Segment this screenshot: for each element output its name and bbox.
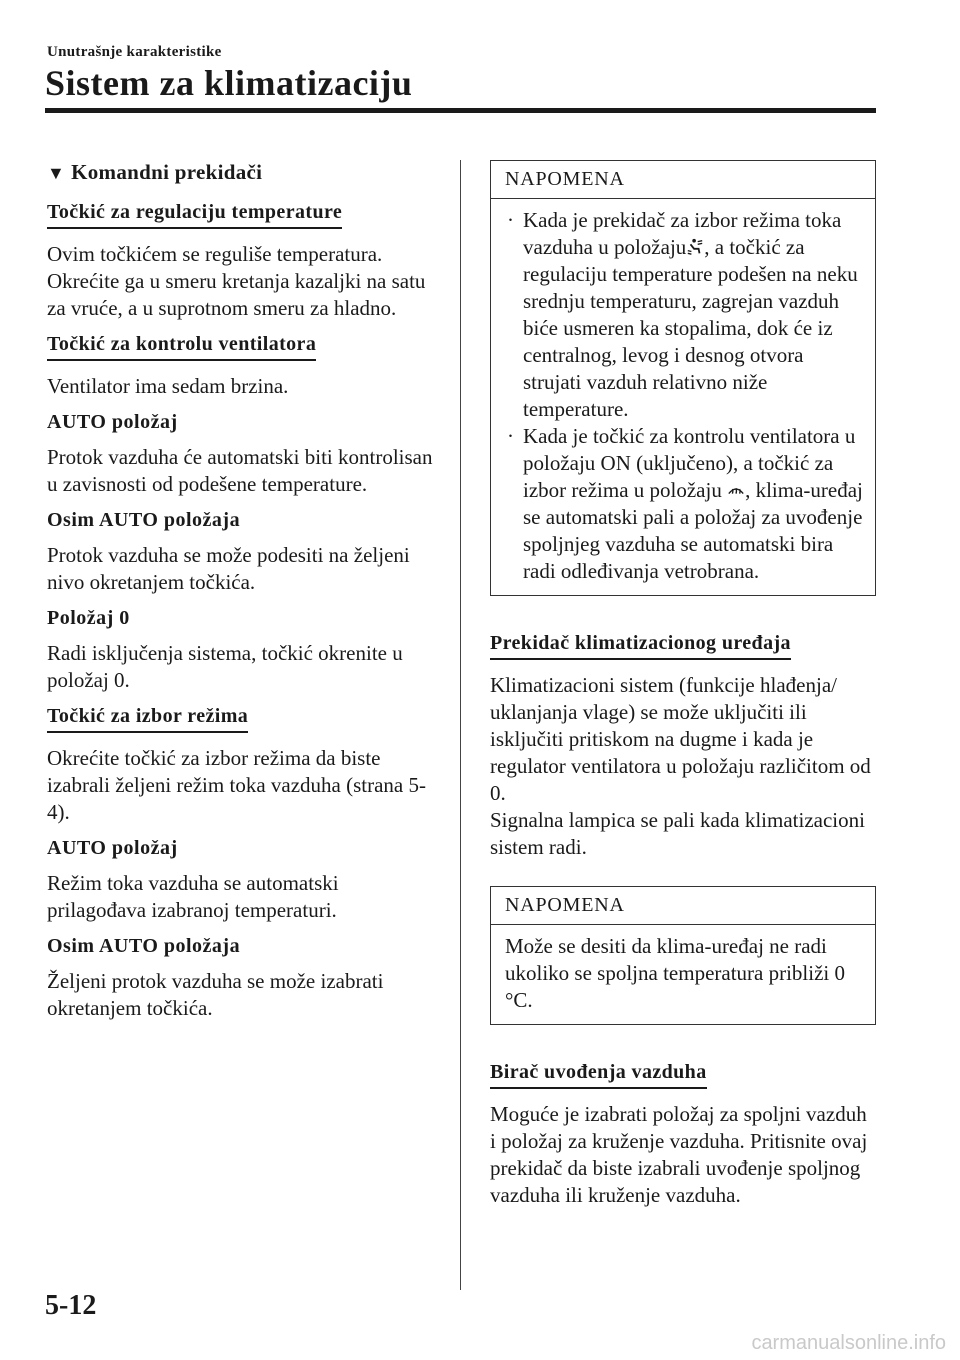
mode-auto-text: Režim toka vazduha se automatski prilagođava izabranoj temperaturi. [47, 871, 339, 922]
note-heading: NAPOMENA [491, 161, 875, 199]
note-text: Može se desiti da klima-uređaj ne radi ukoliko se spoljna temperatura približi 0 °C. [505, 934, 845, 1012]
left-column [47, 160, 439, 1033]
fan-zero-text: Radi isključenja sistema, točkić okrenite u položaj 0. [47, 641, 403, 692]
intake-text: Moguće je izabrati položaj za spoljni vazduh i položaj za kruženje vazduha. Pritisnite ovaj prekidač da biste izabrali uvođenje spoljnog vazduha ili kruženje vazduha. [490, 1102, 868, 1207]
ac-text-1: Klimatizacioni sistem (funkcije hlađenja/ uklanjanja vlage) se može uključiti ili isključiti pritiskom na dugme i kada je regulator ventilatora u položaju različitom od 0. [490, 673, 871, 805]
page-number: 5-12 [45, 1290, 97, 1321]
mode-auto-label: AUTO položaj [47, 837, 178, 859]
section-heading [47, 160, 439, 185]
mode-other-text: Željeni protok vazduha se može izabrati okretanjem točkića. [47, 969, 384, 1020]
mode-other-label: Osim AUTO položaja [47, 935, 241, 957]
fan-text: Ventilator ima sedam brzina. [47, 374, 289, 398]
header-rule [45, 108, 876, 113]
temp-heading: Točkić za regulaciju temperature [47, 201, 342, 229]
fan-auto-text: Protok vazduha će automatski biti kontrolisan u zavisnosti od podešene temperature. [47, 445, 433, 496]
chapter-subtitle: Unutrašnje karakteristike [47, 44, 222, 60]
temp-text: Ovim točkićem se reguliše temperatura. Okrećite ga u smeru kretanja kazaljki na satu za vruće, a u suprotnom smeru za hladno. [47, 242, 426, 320]
fan-auto-label: AUTO položaj [47, 411, 178, 433]
fan-other-label: Osim AUTO položaja [47, 509, 241, 531]
column-divider [460, 160, 461, 1290]
watermark: carmanualsonline.info [751, 1332, 946, 1354]
right-column [490, 160, 876, 1209]
ac-text-2: Signalna lampica se pali kada klimatizacioni sistem radi. [490, 808, 865, 859]
defrost-icon [727, 481, 745, 499]
note-bullet: · Kada je prekidač za izbor režima toka vazduha u položaju , a točkić za regulaciju temperature podešen na neku srednju temperaturu, zagrejan vazduh biće usmeren ka stopalima, dok će iz centralnog, levog i desnog otvora strujati vazduh relativno niže temperature. [505, 207, 863, 423]
intake-heading: Birač uvođenja vazduha [490, 1061, 707, 1089]
section-title: Komandni prekidači [71, 160, 263, 184]
note-body [491, 925, 875, 1024]
note-bullet: · Kada je točkić za kontrolu ventilatora u položaju ON (uključeno), a točkić za izbor režima u položaju , klima-uređaj se automatski pali a položaj za uvođenje spoljnjeg vazduha se automatski bira radi odleđivanja vetrobrana. [505, 423, 863, 585]
fan-zero-label: Položaj 0 [47, 607, 130, 629]
note-box-2 [490, 886, 876, 1025]
mode-text: Okrećite točkić za izbor režima da biste izabrali željeni režim toka vazduha (strana 5-4). [47, 746, 426, 824]
fan-heading: Točkić za kontrolu ventilatora [47, 333, 316, 361]
note-body [491, 199, 875, 595]
triangle-down-icon: ▼ [47, 163, 66, 183]
fan-other-text: Protok vazduha se može podesiti na željeni nivo okretanjem točkića. [47, 543, 410, 594]
note-box-1 [490, 160, 876, 596]
note-heading: NAPOMENA [491, 887, 875, 925]
mode-heading: Točkić za izbor režima [47, 705, 248, 733]
ac-heading: Prekidač klimatizacionog uređaja [490, 632, 791, 660]
page-title: Sistem za klimatizaciju [45, 63, 413, 103]
bilevel-mode-icon [686, 238, 704, 256]
